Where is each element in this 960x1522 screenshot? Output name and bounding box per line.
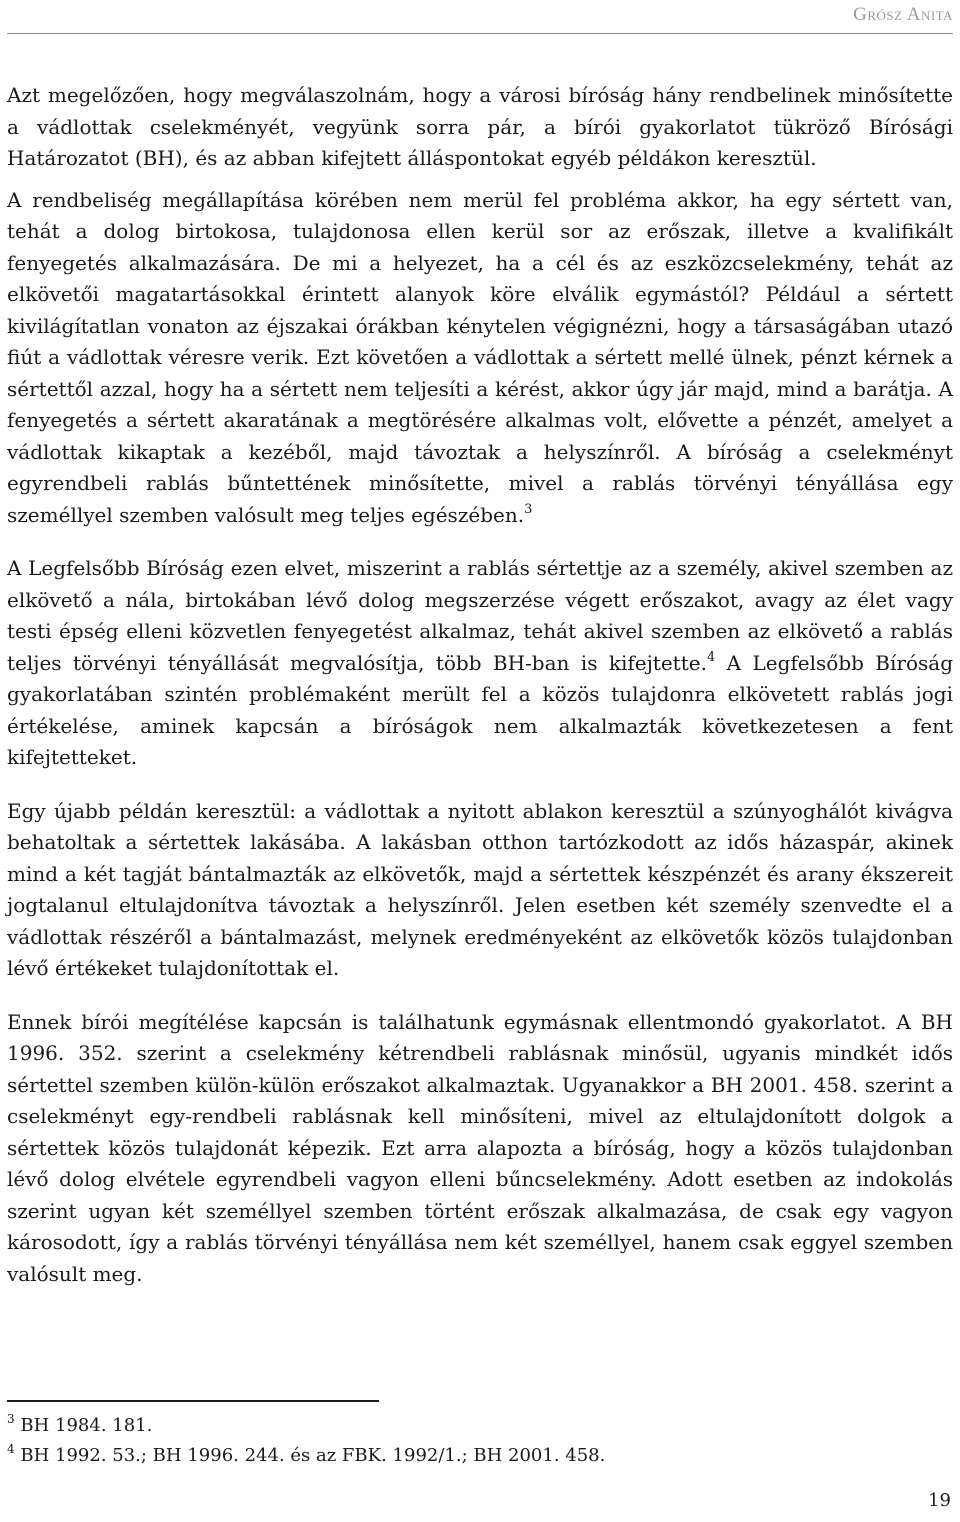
footnote (7, 1411, 907, 1441)
paragraph-text: Ennek bírói megítélése kapcsán is találhatunk egymásnak ellentmondó gyakorlatot. A BH 1996. 352. szerint a cselekmény kétrendbeli rablásnak minősül, ugyanis mindkét idős sértettel szemben külön-külön erőszakot alkalmaztak. Ugyanakkor a BH 2001. 458. szerint a cselekményt egy-rendbeli rablásnak kell minősíteni, mivel az eltulajdonított dolgok a sértettek közös tulajdonát képezik. Ezt arra alapozta a bíróság, hogy a közös tulajdonban lévő dolog elvétele egyrendbeli vagyon elleni bűncselekmény. Adott esetben az indokolás szerint ugyan két személlyel szemben történt erőszak alkalmazása, de csak egy vagyon károsodott, így a rablás törvényi tényállása nem két személlyel, hanem csak eggyel szemben valósult meg. (7, 1009, 953, 1286)
page-number: 19 (928, 1490, 951, 1511)
paragraph (7, 1007, 953, 1291)
paragraph-text: Azt megelőzően, hogy megválaszolnám, hogy a városi bíróság hány rendbelinek minősítette a vádlottak cselekményét, vegyünk sorra pár, a bírói gyakorlatot tükröző Bírósági Határozatot (BH), és az abban kifejtett álláspontokat egyéb példákon keresztül. (7, 83, 953, 170)
footnote-number: 4 (7, 1442, 15, 1456)
footnote-text: BH 1984. 181. (20, 1415, 153, 1436)
footnote-number: 3 (7, 1412, 15, 1426)
footnotes (7, 1411, 907, 1471)
paragraph-text-continued: A Legfelsőbb Bíróság gyakorlatában szintén problémaként merült fel a közös tulajdonra elkövetett rablás jogi értékelése, aminek kapcsán a bíróságok nem alkalmazták következetesen a fent kifejtetteket. (7, 650, 953, 769)
paragraph (7, 185, 953, 532)
paragraph-text: A rendbeliség megállapítása körében nem merül fel probléma akkor, ha egy sértett van, tehát a dolog birtokosa, tulajdonosa ellen kerül sor az erőszak, illetve a kvalifikált fenyegetés alkalmazására. De mi a helyezet, ha a cél és az eszközcselekmény, tehát az elkövetői magatartásokkal érintett alanyok köre elválik egymástól? Például a sértett kivilágítatlan vonaton az éjszakai órákban kénytelen végignézni, hogy a társaságában utazó fiút a vádlottak véresre verik. Ezt követően a vádlottak a sértett mellé ülnek, pénzt kérnek a sértettől azzal, hogy ha a sértett nem teljesíti a kérést, akkor úgy jár majd, mind a barátja. A fenyegetés a sértett akaratának a megtörésére alkalmas volt, elővette a pénzét, amelyet a vádlottak kikaptak a kezéből, majd távoztak a helyszínről. A bíróság a cselekményt egyrendbeli rablás bűntettének minősítette, mivel a rablás törvényi tényállása egy személlyel szemben valósult meg teljes egészében. (7, 187, 953, 527)
paragraph-text: Egy újabb példán keresztül: a vádlottak a nyitott ablakon keresztül a szúnyoghálót kivágva behatoltak a sértettek lakásába. A lakásban otthon tartózkodott az idős házaspár, akinek mind a két tagját bántalmazták az elkövetők, majd a sértettek készpénzét és arany ékszereit jogtalanul eltulajdonítva távoztak a helyszínről. Jelen esetben két személy szenvedte el a vádlottak részéről a bántalmazást, melynek eredményeként az elkövetők közös tulajdonban lévő értékeket tulajdonítottak el. (7, 798, 953, 980)
main-text (7, 80, 953, 1312)
paragraph (7, 80, 953, 175)
paragraph (7, 553, 953, 774)
paragraph-text: A Legfelsőbb Bíróság ezen elvet, miszerint a rablás sértettje az a személy, akivel szemben az elkövető a nála, birtokában lévő dolog megszerzése végett erőszakot, avagy az élet vagy testi épség elleni közvetlen fenyegetést alkalmaz, tehát akivel szemben az elkövető a rablás teljes törvényi tényállását megvalósítja, több BH-ban is kifejtette. (7, 556, 953, 675)
footnote-reference: 4 (706, 649, 716, 665)
footnote-reference: 3 (524, 501, 533, 517)
footnote (7, 1441, 907, 1471)
running-head: Grósz Anita (853, 4, 953, 25)
footnote-separator (7, 1400, 379, 1402)
page-header (0, 0, 960, 34)
header-rule (7, 33, 953, 34)
footnote-text: BH 1992. 53.; BH 1996. 244. és az FBK. 1992/1.; BH 2001. 458. (20, 1445, 606, 1466)
paragraph (7, 796, 953, 985)
